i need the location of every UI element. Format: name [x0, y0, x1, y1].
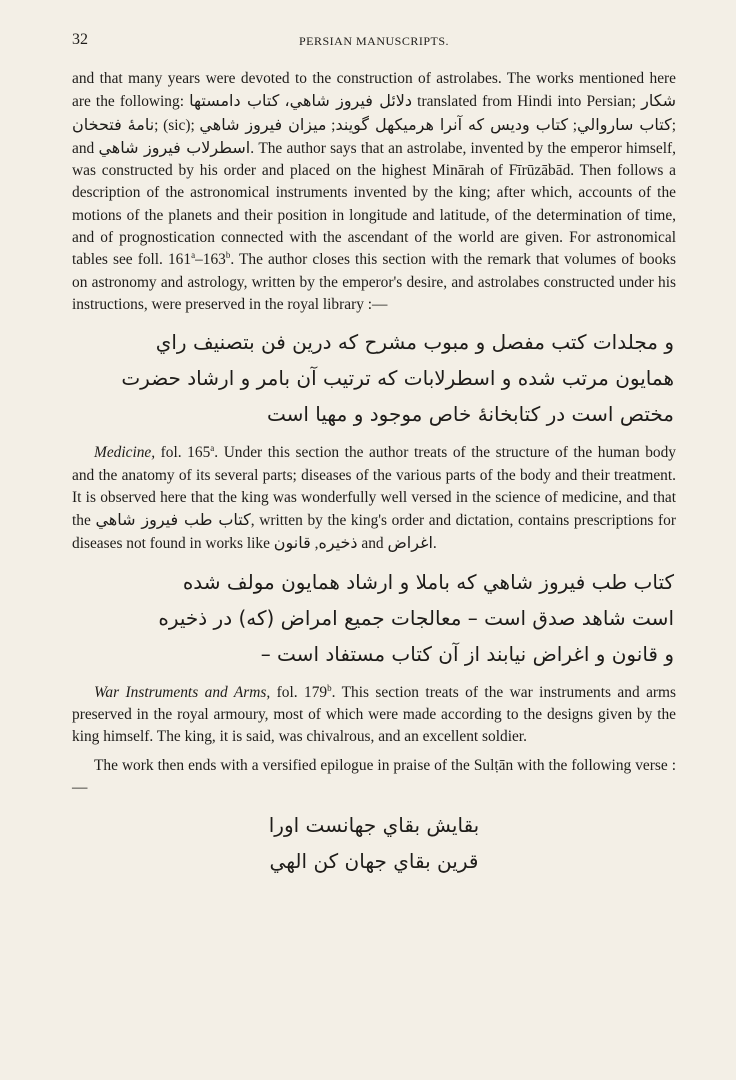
text: ; (sic);: [154, 116, 200, 134]
persian-title: قانون: [273, 533, 311, 553]
text: –163: [195, 251, 226, 269]
folio-superscript: a: [210, 443, 215, 454]
text: ; and: [72, 116, 677, 157]
page-number: 32: [72, 31, 88, 48]
text: . This section treats of the war instruments and arms preserved in the royal armoury, most of which were made according to the designs given by the king himself. The king, it is said, was chivalrous, and an excellent soldier.: [72, 683, 676, 746]
page-header: [72, 28, 676, 54]
persian-title: ميزان فيروز شاهي: [199, 114, 327, 134]
persian-title: كتاب دامستها: [189, 91, 280, 111]
persian-title: ذخيره: [318, 533, 358, 553]
text: ,: [310, 535, 319, 553]
quote-line: و مجلدات كتب مفصل و مبوب مشرح كه درين فن بتصنيف راي: [155, 330, 674, 355]
quote-line: مختص است در كتابخانهٔ خاص موجود و مهيا است: [266, 402, 674, 427]
folio-superscript: a: [191, 250, 196, 261]
section-heading: Medicine,: [94, 444, 156, 462]
folio-superscript: b: [327, 682, 332, 693]
text: and: [357, 535, 388, 553]
section-heading: War Instruments and Arms,: [94, 683, 271, 701]
text: , written by the king's order and dictation, contains prescriptions for diseases not found in works like: [72, 512, 677, 553]
folio-superscript: b: [225, 250, 231, 261]
persian-title: اسطرلاب فيروز شاهي: [98, 137, 251, 157]
text: The work then ends with a versified epilogue in praise of the Sulṭān with the following verse :—: [72, 756, 676, 796]
verse-line: قرين بقاي جهان كن الهي: [269, 849, 479, 874]
text: . Under this section the author treats of the structure of the human body and the anatomy of its several parts; diseases of the various parts of the body and their treatment. It is observed here that the king was wonderfully well versed in the science of medicine, and that the: [72, 444, 676, 530]
persian-quote-library: [72, 324, 676, 432]
quote-line: و قانون و اغراض نيابند از آن كتاب مستفاد است –: [260, 641, 674, 666]
persian-title: شكار نامهٔ فتحخان: [72, 91, 676, 134]
text: fol. 179: [270, 683, 328, 701]
text: . The author says that an astrolabe, invented by the emperor himself, was constructed by his order and placed on the highest Minārah of Fīrūzābād. Then follows a description of the astronomical instruments invented by the king; after which, accounts of the motions of the planets and their position in longitude and latitude, of the determination of time, and of prognostication connected with the ascendant of the world are given. For astronomical tables see foll. 161: [72, 139, 676, 269]
quote-line: كتاب طب فيروز شاهي كه باملا و ارشاد همايون مولف شده: [182, 569, 674, 594]
text: ;: [568, 116, 578, 134]
persian-title: اغراض: [387, 533, 433, 553]
paragraph-astronomy: [72, 68, 676, 316]
text: ;: [326, 116, 336, 134]
persian-title: دلائل فيروز شاهي،: [284, 91, 413, 111]
quote-line: است شاهد صدق است – معالجات جميع امراض (كه) در ذخيره: [158, 605, 674, 630]
paragraph-war-instruments: [72, 682, 676, 749]
text: and that many years were devoted to the construction of astrolabes. The works mentioned here are the following:: [72, 70, 676, 111]
persian-title: كتاب طب فيروز شاهي: [95, 510, 251, 530]
persian-quote-medicine: [72, 564, 676, 672]
paragraph-medicine: [72, 442, 676, 555]
text: translated from Hindi into Persian;: [412, 93, 642, 111]
persian-verse: [72, 807, 676, 879]
verse-line: بقايش بقاي جهانست اورا: [268, 813, 480, 838]
book-page: [72, 28, 676, 879]
text: .: [432, 535, 437, 553]
persian-title: كتاب وديس كه آنرا هرميكهل گويند: [335, 114, 569, 134]
paragraph-epilogue: [72, 755, 676, 800]
text: fol. 165: [155, 444, 211, 462]
persian-title: كتاب ساروالي: [577, 114, 672, 134]
running-head: PERSIAN MANUSCRIPTS.: [298, 34, 450, 48]
text: . The author closes this section with the remark that volumes of books on astronomy and astrology, written by the emperor's desire, and astrolabes constructed under his instructions, were preserved in the royal library :—: [72, 251, 676, 313]
quote-line: همايون مرتب شده و اسطرلابات كه ترتيب آن بامر و ارشاد حضرت: [121, 366, 674, 391]
